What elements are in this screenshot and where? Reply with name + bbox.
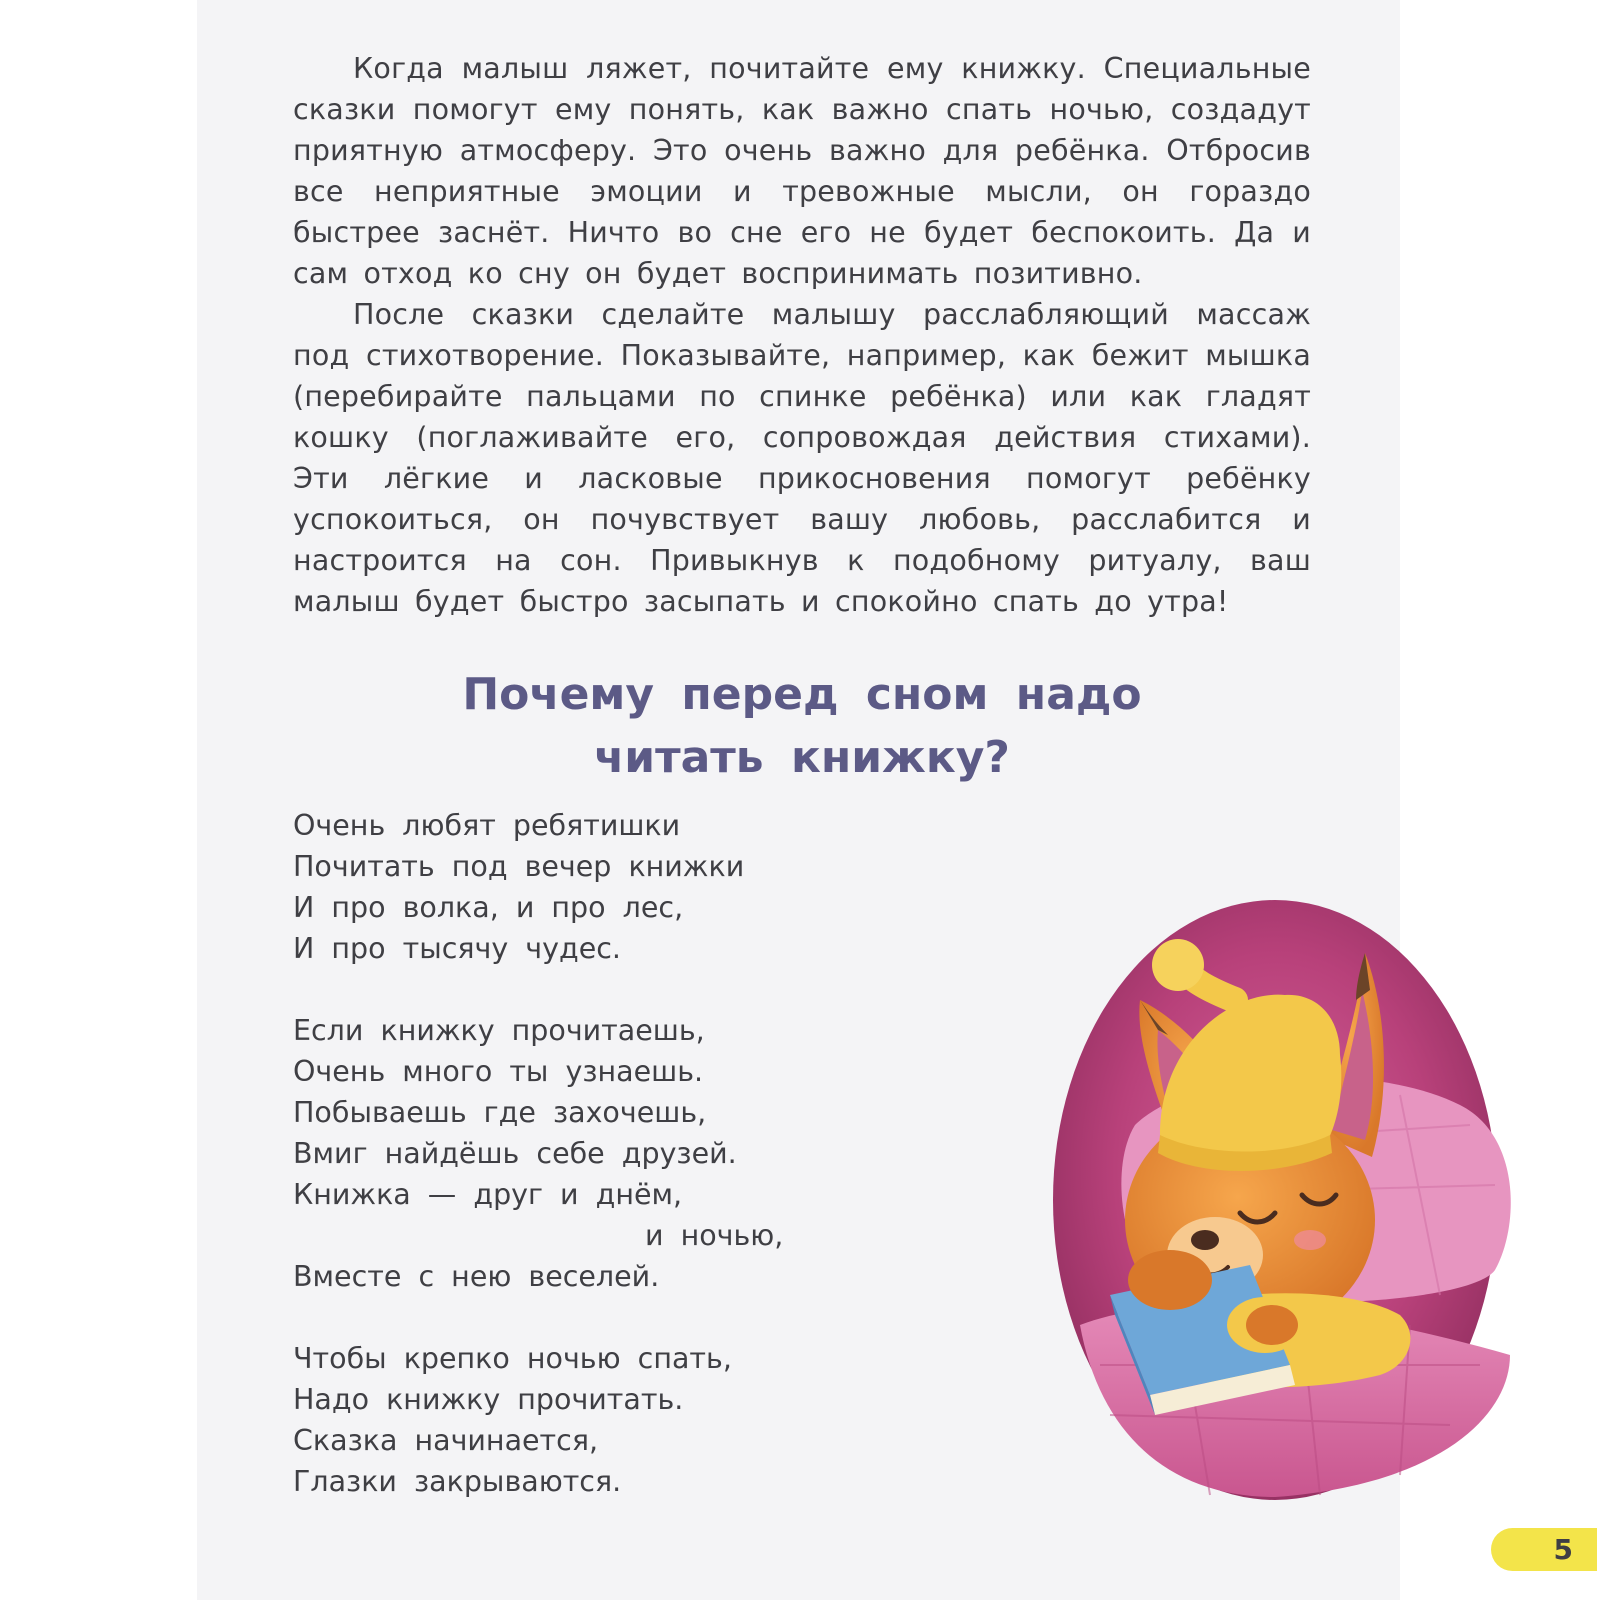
poem-line: Очень много ты узнаешь. (293, 1055, 704, 1088)
poem-line: Надо книжку прочитать. (293, 1383, 684, 1416)
poem-line: Вместе с нею веселей. (293, 1260, 660, 1293)
poem-line: Чтобы крепко ночью спать, (293, 1342, 732, 1375)
poem-line: Если книжку прочитаешь, (293, 1014, 705, 1047)
poem-line: Вмиг найдёшь себе друзей. (293, 1137, 737, 1170)
heading-line: Почему перед сном надо (462, 669, 1142, 720)
poem-line: Книжка — друг и днём, (293, 1178, 683, 1211)
paragraph: Когда малыш ляжет, почитайте ему книжку. Специальные сказки помогут ему понять, как важно спать ночью, создадут приятную атмосферу. Это очень важно для ребёнка. Отбросив все неприятные эмоции и тревожные мысли, он гораздо быстрее заснёт. Ничто во сне его не будет беспокоить. Да и сам отход ко сну он будет воспринимать позитивно. (293, 52, 1311, 290)
heading-line: читать книжку? (594, 732, 1010, 783)
paw-left (1128, 1250, 1212, 1310)
book-page (197, 0, 1573, 1600)
poem-line: Сказка начинается, (293, 1424, 599, 1457)
page-number-tab (1491, 1528, 1597, 1571)
poem-stanza (293, 805, 853, 969)
section-heading (293, 663, 1311, 789)
paragraph: После сказки сделайте малышу расслабляющий массаж под стихотворение. Показывайте, например, как бежит мышка (перебирайте пальцами по спинке ребёнка) или как гладят кошку (поглаживайте его, сопровождая действия стихами). Эти лёгкие и ласковые прикосновения помогут ребёнку успокоиться, он почувствует вашу любовь, расслабится и настроится на сон. Привыкнув к подобному ритуалу, ваш малыш будет быстро засыпать и спокойно спать до утра! (293, 298, 1311, 618)
poem-line: Побываешь где захочешь, (293, 1096, 707, 1129)
poem-line: Очень любят ребятишки (293, 809, 681, 842)
nightcap-pompom (1152, 939, 1204, 991)
poem-line: Глазки закрываются. (293, 1465, 622, 1498)
poem-line: И про волка, и про лес, (293, 891, 684, 924)
poem-stanza (293, 1010, 853, 1297)
poem-line: И про тысячу чудес. (293, 932, 621, 965)
sleeping-fox-illustration (1040, 895, 1540, 1507)
intro-text (293, 48, 1311, 622)
poem-line: и ночью, (645, 1219, 784, 1252)
poem (293, 805, 853, 1543)
poem-line: Почитать под вечер книжки (293, 850, 745, 883)
poem-stanza (293, 1338, 853, 1502)
page-number: 5 (1553, 1533, 1573, 1566)
fox-nose (1191, 1230, 1219, 1250)
